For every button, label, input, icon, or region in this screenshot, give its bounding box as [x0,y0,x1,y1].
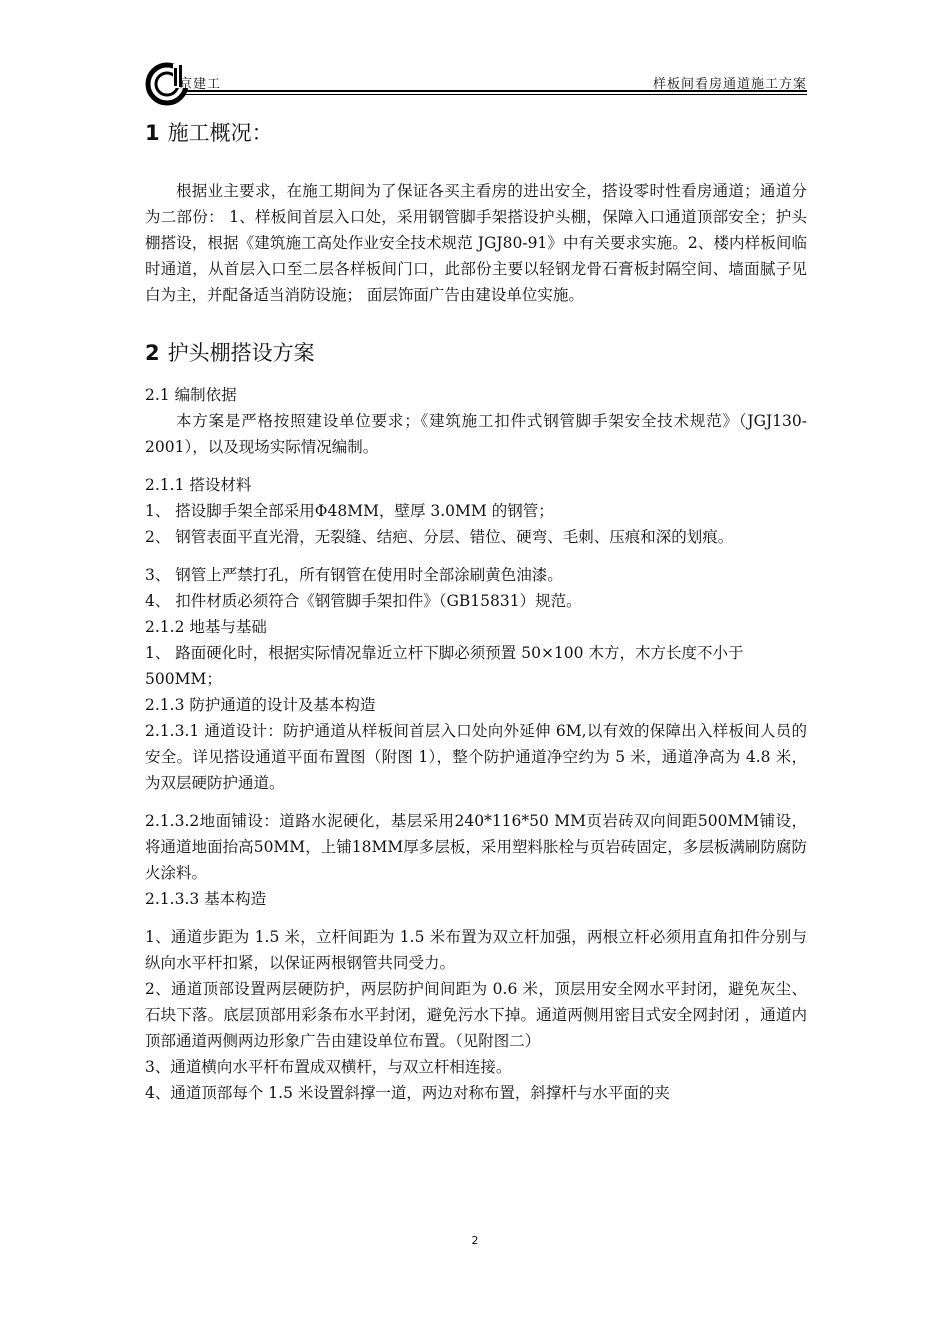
materials-item-1: 1、 搭设脚手架全部采用Φ48MM，壁厚 3.0MM 的钢管； [145,502,554,520]
structure-item-1: 1、通道步距为 1.5 米，立杆间距为 1.5 米布置为双立杆加强，两根立杆必须用直角扣件分别与纵向水平杆扣紧，以保证两根钢管共同受力。 [145,928,807,972]
header-rule-thin [185,94,807,95]
document-body [145,112,807,1106]
section-2-heading [145,338,807,368]
subsection-2-1-3-1: 2.1.3.1 通道设计：防护通道从样板间首层入口处向外延伸 6M,以有效的保障出入样板间人员的安全。详见搭设通道平面布置图（附图 1），整个防护通道净空约为 5 米，通道净高为 4.8 米，为双层硬防护通道。 [145,722,807,792]
subsection-2-1-paragraph: 本方案是严格按照建设单位要求；《建筑施工扣件式钢管脚手架安全技术规范》（JGJ130-2001），以及现场实际情况编制。 [145,412,807,456]
section-1-title: 施工概况： [167,121,273,145]
section-1-paragraph: 根据业主要求，在施工期间为了保证各买主看房的进出安全，搭设零时性看房通道；通道分为二部份： 1、样板间首层入口处，采用钢管脚手架搭设护头棚，保障入口通道顶部安全；护头棚搭设，根据《建筑施工高处作业安全技术规范 JGJ80-91》中有关要求实施。2、楼内样板间临时通道，从首层入口至二层各样板间门口，此部份主要以轻钢龙骨石膏板封隔空间、墙面腻子见白为主，并配备适当消防设施； 面层饰面广告由建设单位实施。 [145,182,807,304]
subsection-2-1-3-title: 2.1.3 防护通道的设计及基本构造 [145,696,376,714]
section-1-heading [145,118,807,148]
materials-item-4: 4、 扣件材质必须符合《钢管脚手架扣件》（GB15831）规范。 [145,592,582,610]
subsection-2-1-3-2: 2.1.3.2地面铺设：道路水泥硬化，基层采用240*116*50 MM页岩砖双向间距500MM铺设，将通道地面抬高50MM，上铺18MM厚多层板，采用塑料胀栓与页岩砖固定，多层板满刷防腐防火涂料。 [145,812,807,882]
structure-item-4: 4、通道顶部每个 1.5 米设置斜撑一道，两边对称布置，斜撑杆与水平面的夹 [145,1084,670,1102]
header-title: 样板间看房通道施工方案 [652,77,807,92]
subsection-2-1-2-title: 2.1.2 地基与基础 [145,618,267,636]
subsection-2-1-1-title: 2.1.1 搭设材料 [145,476,252,494]
header-brand: 京建工 [179,77,222,92]
structure-item-2: 2、通道顶部设置两层硬防护，两层防护间间距为 0.6 米，顶层用安全网水平封闭，避免灰尘、石块下落。底层顶部用彩条布水平封闭，避免污水下掉。通道两侧用密目式安全网封闭 ，通道内顶部通道两侧两边形象广告由建设单位布置。（见附图二） [145,980,807,1050]
structure-item-3: 3、通道横向水平杆布置成双横杆，与双立杆相连接。 [145,1058,512,1076]
section-2-title: 护头棚搭设方案 [167,341,315,365]
foundation-item-1: 1、 路面硬化时，根据实际情况靠近立杆下脚必须预置 50×100 木方，木方长度不小于 500MM； [145,644,744,688]
header-rule [185,90,807,92]
materials-item-3: 3、 钢管上严禁打孔，所有钢管在使用时全部涂刷黄色油漆。 [145,566,563,584]
page-number: 2 [471,1234,479,1247]
subsection-2-1-3-3-title: 2.1.3.3 基本构造 [145,890,267,908]
page-header [145,62,807,106]
section-1-number: 1 [145,121,160,145]
subsection-2-1-title: 2.1 编制依据 [145,386,237,404]
section-2-number: 2 [145,341,160,365]
materials-item-2: 2、 钢管表面平直光滑，无裂缝、结疤、分层、错位、硬弯、毛刺、压痕和深的划痕。 [145,528,734,546]
